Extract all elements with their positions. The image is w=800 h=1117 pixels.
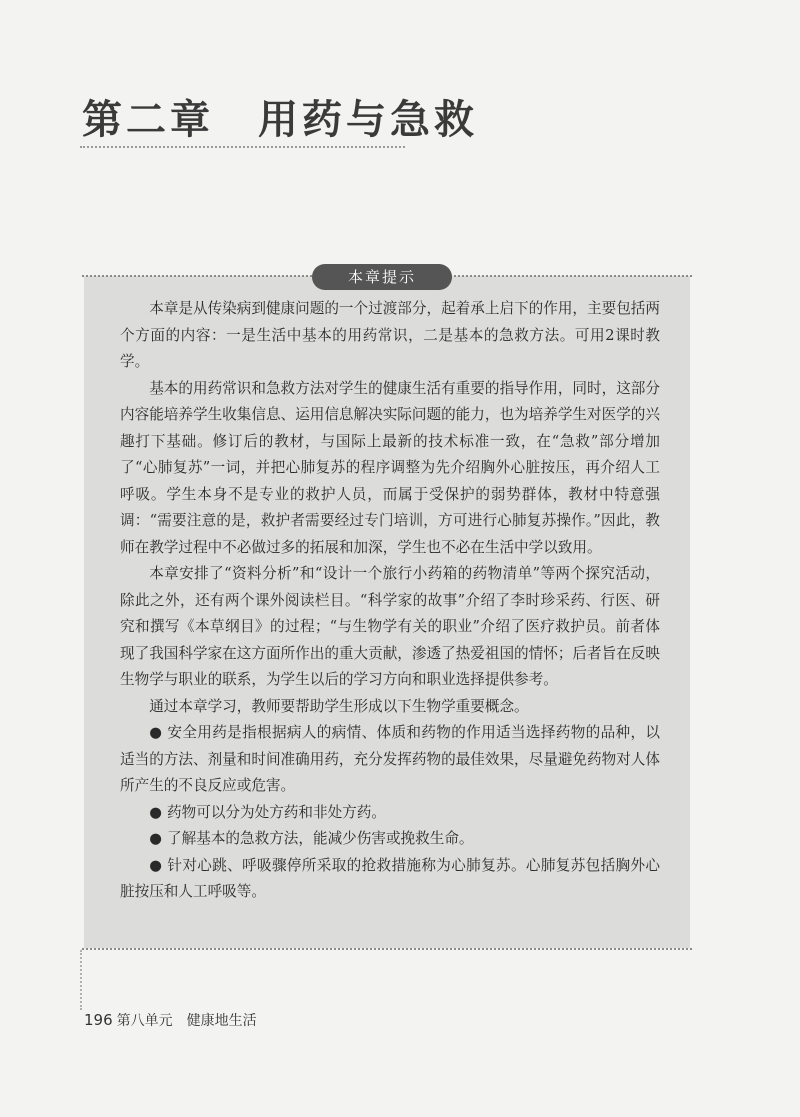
page-footer [84,1010,257,1030]
bullet-icon: ● [149,856,163,874]
concept-text: 药物可以分为处方药和非处方药。 [167,803,386,821]
concept-bullet [120,800,660,827]
page-number: 196 [84,1011,113,1029]
bullet-icon: ● [149,830,162,847]
tip-paragraph: 本章安排了“资料分析”和“设计一个旅行小药箱的药物清单”等两个探究活动，除此之外，还有两个课外阅读栏目。“科学家的故事”介绍了李时珍采药、行医、研究和撰写《本草纲目》的过程；“与生物学有关的职业”介绍了医疗救护员。前者体现了我国科学家在这方面所作出的重大贡献，渗透了热爱祖国的情怀；后者旨在反映生物学与职业的联系，为学生以后的学习方向和职业选择提供参考。 [120,565,660,688]
concept-text: 针对心跳、呼吸骤停所采取的抢救措施称为心肺复苏。心肺复苏包括胸外心脏按压和人工呼吸等。 [120,856,660,900]
concept-bullet [120,720,660,800]
tip-box-left-border [80,950,82,1010]
title-divider [80,146,405,148]
tip-box-bottom-border [82,948,692,950]
tip-paragraph: 基本的用药常识和急救方法对学生的健康生活有重要的指导作用，同时，这部分内容能培养学生收集信息、运用信息解决实际问题的能力，也为培养学生对医学的兴趣打下基础。修订后的教材，与国际上最新的技术标准一致，在“急救”部分增加了“心肺复苏”一词，并把心肺复苏的程序调整为先介绍胸外心脏按压，再介绍人工呼吸。学生本身不是专业的救护人员，而属于受保护的弱势群体，教材中特意强调：“需要注意的是，救护者需要经过专门培训，方可进行心肺复苏操作。”因此，教师在教学过程中不必做过多的拓展和加深，学生也不必在生活中学以致用。 [120,379,660,556]
bullet-icon: ● [149,724,163,741]
chapter-title: 第二章 用药与急救 [82,96,478,143]
bullet-icon: ● [149,803,162,821]
chapter-tip-label: 本章提示 [312,264,452,290]
concept-bullet [120,853,660,906]
concept-text: 了解基本的急救方法，能减少伤害或挽救生命。 [167,830,474,847]
concept-bullet [120,826,660,853]
concept-text: 安全用药是指根据病人的病情、体质和药物的作用适当选择药物的品种，以适当的方法、剂量和时间准确用药，充分发挥药物的最佳效果，尽量避免药物对人体所产生的不良反应或危害。 [120,724,660,794]
tip-paragraph: 本章是从传染病到健康问题的一个过渡部分，起着承上启下的作用，主要包括两个方面的内容：一是生活中基本的用药常识，二是基本的急救方法。可用2课时教学。 [120,300,660,370]
tip-paragraph: 通过本章学习，教师要帮助学生形成以下生物学重要概念。 [149,697,529,715]
unit-title: 第八单元 健康地生活 [116,1013,257,1029]
tip-content [120,296,660,906]
